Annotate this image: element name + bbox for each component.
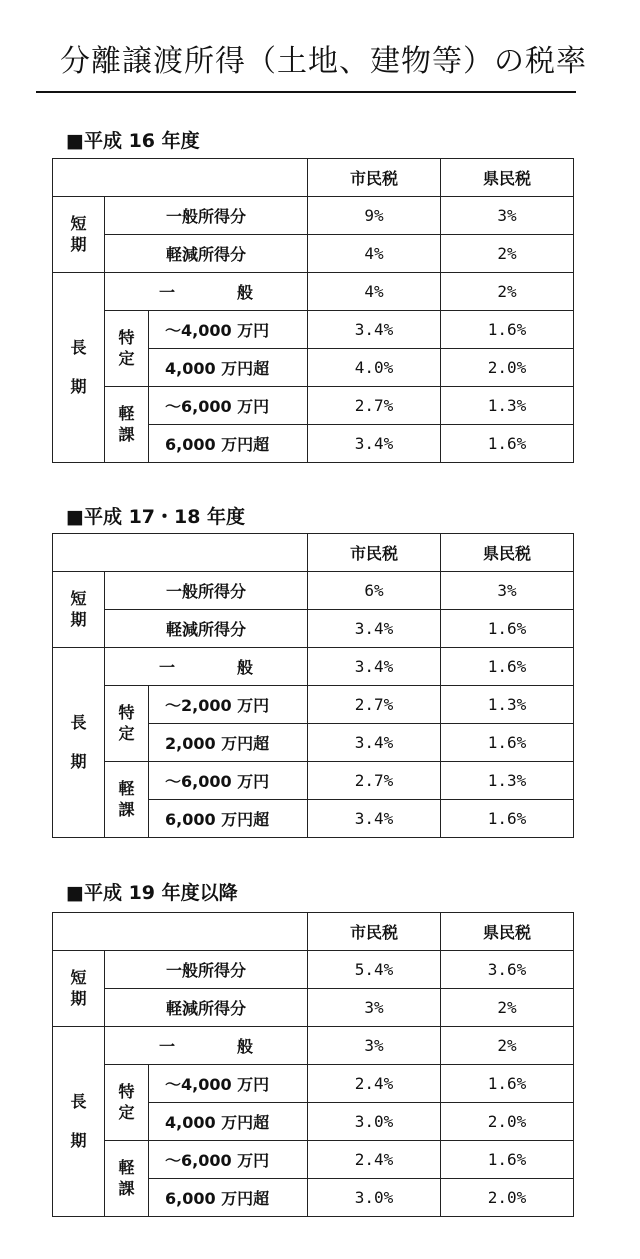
pref-rate: 2% <box>441 989 574 1027</box>
city-rate: 5.4% <box>308 951 441 989</box>
table-row <box>53 610 574 648</box>
pref-rate: 1.3% <box>441 387 574 425</box>
reduced-tax-label: 軽 課 <box>105 387 149 463</box>
table-row <box>53 762 574 800</box>
pref-rate: 1.6% <box>441 425 574 463</box>
city-rate: 3.4% <box>308 425 441 463</box>
table-header-row <box>53 159 574 197</box>
city-rate: 3.4% <box>308 311 441 349</box>
pref-rate: 2% <box>441 1027 574 1065</box>
city-rate: 2.7% <box>308 686 441 724</box>
table-row <box>53 1065 574 1103</box>
general-label: 一 般 <box>105 1027 308 1065</box>
pref-rate: 1.3% <box>441 762 574 800</box>
general-income-label: 一般所得分 <box>105 572 308 610</box>
table-row <box>53 1141 574 1179</box>
table-row <box>53 572 574 610</box>
bracket-label: ～6,000 万円 <box>149 387 308 425</box>
pref-rate: 1.6% <box>441 1141 574 1179</box>
pref-rate: 1.3% <box>441 686 574 724</box>
pref-rate: 2% <box>441 273 574 311</box>
general-label: 一 般 <box>105 648 308 686</box>
header-pref-tax: 県民税 <box>441 159 574 197</box>
table-row <box>53 311 574 349</box>
general-income-label: 一般所得分 <box>105 197 308 235</box>
city-rate: 4% <box>308 235 441 273</box>
table-row <box>53 648 574 686</box>
pref-rate: 2.0% <box>441 1103 574 1141</box>
pref-rate: 1.6% <box>441 800 574 838</box>
pref-rate: 2.0% <box>441 349 574 387</box>
table-row <box>53 197 574 235</box>
header-blank-cell <box>53 159 308 197</box>
long-term-label: 長 期 <box>53 648 105 838</box>
table-row <box>53 1027 574 1065</box>
title-underline <box>36 91 576 93</box>
tax-rate-table <box>52 533 574 838</box>
city-rate: 9% <box>308 197 441 235</box>
reduced-tax-label: 軽 課 <box>105 762 149 838</box>
pref-rate: 1.6% <box>441 610 574 648</box>
short-term-label: 短 期 <box>53 572 105 648</box>
header-city-tax: 市民税 <box>308 534 441 572</box>
page-title: 分離譲渡所得（土地、建物等）の税率 <box>60 44 587 79</box>
specified-label: 特 定 <box>105 686 149 762</box>
tax-rate-table <box>52 912 574 1217</box>
bracket-label: ～2,000 万円 <box>149 686 308 724</box>
pref-rate: 1.6% <box>441 1065 574 1103</box>
header-blank-cell <box>53 534 308 572</box>
tax-rate-table <box>52 158 574 463</box>
bracket-label: ～6,000 万円 <box>149 1141 308 1179</box>
table-row <box>53 273 574 311</box>
section-heading: ■平成 19 年度以降 <box>66 882 238 904</box>
city-rate: 3.4% <box>308 724 441 762</box>
header-city-tax: 市民税 <box>308 913 441 951</box>
header-city-tax: 市民税 <box>308 159 441 197</box>
section-heading: ■平成 17・18 年度 <box>66 506 246 528</box>
table-row <box>53 951 574 989</box>
short-term-label: 短 期 <box>53 951 105 1027</box>
pref-rate: 3.6% <box>441 951 574 989</box>
city-rate: 3.4% <box>308 800 441 838</box>
reduced-income-label: 軽減所得分 <box>105 235 308 273</box>
bracket-label: 4,000 万円超 <box>149 349 308 387</box>
city-rate: 2.7% <box>308 762 441 800</box>
table-row <box>53 989 574 1027</box>
specified-label: 特 定 <box>105 311 149 387</box>
pref-rate: 2.0% <box>441 1179 574 1217</box>
bracket-label: 6,000 万円超 <box>149 1179 308 1217</box>
header-pref-tax: 県民税 <box>441 534 574 572</box>
bracket-label: ～4,000 万円 <box>149 311 308 349</box>
pref-rate: 3% <box>441 197 574 235</box>
reduced-income-label: 軽減所得分 <box>105 610 308 648</box>
long-term-label: 長 期 <box>53 1027 105 1217</box>
city-rate: 3.0% <box>308 1103 441 1141</box>
pref-rate: 2% <box>441 235 574 273</box>
section-heading: ■平成 16 年度 <box>66 130 200 152</box>
bracket-label: 2,000 万円超 <box>149 724 308 762</box>
bracket-label: 6,000 万円超 <box>149 800 308 838</box>
bracket-label: ～6,000 万円 <box>149 762 308 800</box>
general-income-label: 一般所得分 <box>105 951 308 989</box>
city-rate: 3% <box>308 989 441 1027</box>
header-blank-cell <box>53 913 308 951</box>
bracket-label: 6,000 万円超 <box>149 425 308 463</box>
table-row <box>53 686 574 724</box>
table-header-row <box>53 913 574 951</box>
pref-rate: 1.6% <box>441 311 574 349</box>
general-label: 一 般 <box>105 273 308 311</box>
city-rate: 3.4% <box>308 648 441 686</box>
pref-rate: 3% <box>441 572 574 610</box>
reduced-tax-label: 軽 課 <box>105 1141 149 1217</box>
pref-rate: 1.6% <box>441 724 574 762</box>
short-term-label: 短 期 <box>53 197 105 273</box>
city-rate: 2.4% <box>308 1065 441 1103</box>
city-rate: 6% <box>308 572 441 610</box>
city-rate: 2.7% <box>308 387 441 425</box>
header-pref-tax: 県民税 <box>441 913 574 951</box>
city-rate: 3% <box>308 1027 441 1065</box>
specified-label: 特 定 <box>105 1065 149 1141</box>
city-rate: 4% <box>308 273 441 311</box>
table-row <box>53 235 574 273</box>
reduced-income-label: 軽減所得分 <box>105 989 308 1027</box>
city-rate: 2.4% <box>308 1141 441 1179</box>
bracket-label: ～4,000 万円 <box>149 1065 308 1103</box>
long-term-label: 長 期 <box>53 273 105 463</box>
pref-rate: 1.6% <box>441 648 574 686</box>
city-rate: 4.0% <box>308 349 441 387</box>
city-rate: 3.0% <box>308 1179 441 1217</box>
table-row <box>53 387 574 425</box>
city-rate: 3.4% <box>308 610 441 648</box>
bracket-label: 4,000 万円超 <box>149 1103 308 1141</box>
table-header-row <box>53 534 574 572</box>
